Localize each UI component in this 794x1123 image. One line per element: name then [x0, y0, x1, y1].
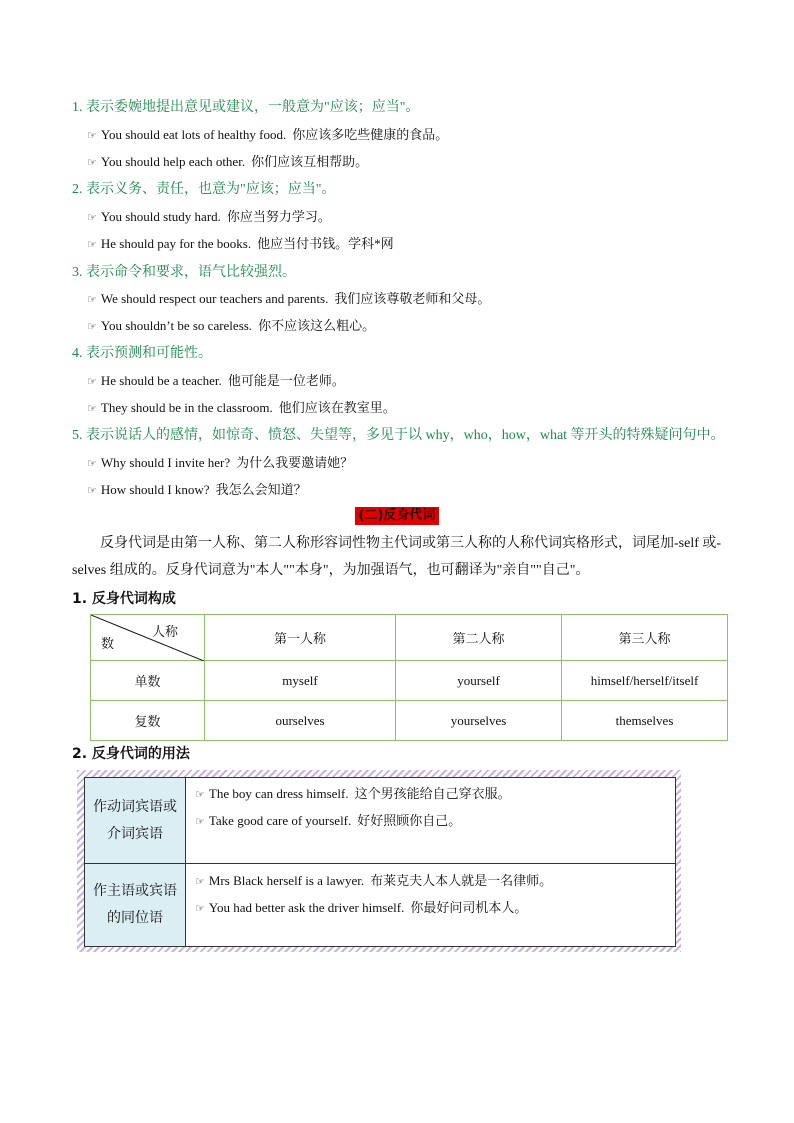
pointing-hand-icon: ☞: [195, 815, 205, 828]
example-sentence: [87, 479, 307, 498]
example-sentence: [87, 206, 331, 225]
corner-top-label: 人称: [151, 624, 178, 639]
example-cn: 你最好问司机本人。: [410, 900, 528, 915]
example-en: You should study hard.: [100, 209, 221, 224]
intro-paragraph: 反身代词是由第一人称、第二人称形容词性物主代词或第三人称的人称代词宾格形式，词尾加-self 或-selves 组成的。反身代词意为"本人""本身"，为加强语气，也可翻译为"亲自""自己"。: [72, 536, 722, 578]
usage-heading: 5. 表示说话人的感情，如惊奇、愤怒、失望等，多见于以 why，who，how，what 等开头的特殊疑问句中。: [72, 428, 725, 443]
usage-label: 作主语或宾语的同位语: [93, 884, 177, 926]
example-cn: 这个男孩能给自己穿衣服。: [354, 786, 511, 801]
example-cn: 他应当付书钱。学科*网: [257, 236, 394, 251]
table-cell: yourself: [396, 661, 562, 701]
example-sentence: [87, 151, 368, 170]
sub-heading: 1. 反身代词构成: [72, 591, 176, 607]
example-sentence: [195, 897, 527, 916]
table-cell: myself: [205, 661, 396, 701]
pointing-hand-icon: ☞: [87, 238, 97, 251]
example-cn: 好好照顾你自己。: [357, 813, 462, 828]
pointing-hand-icon: ☞: [195, 788, 205, 801]
pointing-hand-icon: ☞: [195, 875, 205, 888]
example-en: We should respect our teachers and parents.: [100, 291, 329, 306]
example-en: Take good care of yourself.: [208, 813, 352, 828]
example-cn: 我们应该尊敬老师和父母。: [334, 291, 491, 306]
table-row: [85, 864, 675, 946]
formation-table: [90, 614, 728, 741]
table-header-row: [91, 615, 728, 661]
table-cell: himself/herself/itself: [562, 661, 728, 701]
example-sentence: [87, 397, 396, 416]
table-row: [85, 778, 675, 864]
table-row: [91, 661, 728, 701]
example-cn: 他可能是一位老师。: [227, 373, 345, 388]
example-en: The boy can dress himself.: [208, 786, 349, 801]
example-en: You shouldn’t be so careless.: [100, 318, 253, 333]
example-sentence: [87, 315, 375, 334]
example-sentence: [195, 783, 511, 802]
example-en: Mrs Black herself is a lawyer.: [208, 873, 365, 888]
example-sentence: [195, 870, 552, 889]
example-en: He should pay for the books.: [100, 236, 252, 251]
example-en: He should be a teacher.: [100, 373, 222, 388]
corner-cell: [91, 615, 205, 661]
example-sentence: [87, 233, 394, 252]
example-sentence: [87, 370, 345, 389]
table-cell: themselves: [562, 701, 728, 741]
example-cn: 你应该多吃些健康的食品。: [292, 127, 449, 142]
section-title-badge: (二)反身代词: [355, 507, 439, 525]
example-en: Why should I invite her?: [100, 455, 231, 470]
usage-heading: 1. 表示委婉地提出意见或建议，一般意为"应该；应当"。: [72, 100, 420, 115]
table-cell: ourselves: [205, 701, 396, 741]
usage-table-frame: [77, 770, 681, 952]
usage-heading: 2. 表示义务、责任，也意为"应该；应当"。: [72, 182, 336, 197]
example-en: You had better ask the driver himself.: [208, 900, 405, 915]
example-sentence: [87, 288, 490, 307]
table-cell: yourselves: [396, 701, 562, 741]
usage-heading: 3. 表示命令和要求，语气比较强烈。: [72, 265, 296, 280]
example-sentence: [195, 810, 461, 829]
example-en: They should be in the classroom.: [100, 400, 273, 415]
example-cn: 你应当努力学习。: [226, 209, 331, 224]
pointing-hand-icon: ☞: [87, 156, 97, 169]
usage-label-cell: [85, 778, 186, 863]
pointing-hand-icon: ☞: [87, 402, 97, 415]
column-header: 第一人称: [205, 615, 396, 661]
usage-heading: 4. 表示预测和可能性。: [72, 346, 212, 361]
example-cn: 为什么我要邀请她？: [236, 455, 354, 470]
example-sentence: [87, 124, 448, 143]
example-sentence: [87, 452, 353, 471]
pointing-hand-icon: ☞: [87, 375, 97, 388]
pointing-hand-icon: ☞: [87, 293, 97, 306]
usage-label-cell: [85, 864, 186, 946]
example-en: You should help each other.: [100, 154, 246, 169]
row-label: 复数: [91, 701, 205, 741]
corner-bottom-label: 数: [101, 636, 115, 651]
pointing-hand-icon: ☞: [87, 320, 97, 333]
sub-heading: 2. 反身代词的用法: [72, 746, 190, 762]
column-header: 第三人称: [562, 615, 728, 661]
example-cn: 布莱克夫人本人就是一名律师。: [370, 873, 553, 888]
pointing-hand-icon: ☞: [195, 902, 205, 915]
example-cn: 你们应该互相帮助。: [251, 154, 369, 169]
pointing-hand-icon: ☞: [87, 457, 97, 470]
table-row: [91, 701, 728, 741]
example-cn: 你不应该这么粗心。: [258, 318, 376, 333]
pointing-hand-icon: ☞: [87, 484, 97, 497]
column-header: 第二人称: [396, 615, 562, 661]
example-cn: 我怎么会知道？: [215, 482, 307, 497]
pointing-hand-icon: ☞: [87, 211, 97, 224]
example-en: You should eat lots of healthy food.: [100, 127, 287, 142]
example-en: How should I know?: [100, 482, 210, 497]
row-label: 单数: [91, 661, 205, 701]
usage-table: [84, 777, 676, 947]
usage-label: 作动词宾语或介词宾语: [93, 799, 177, 842]
example-cn: 他们应该在教室里。: [278, 400, 396, 415]
pointing-hand-icon: ☞: [87, 129, 97, 142]
